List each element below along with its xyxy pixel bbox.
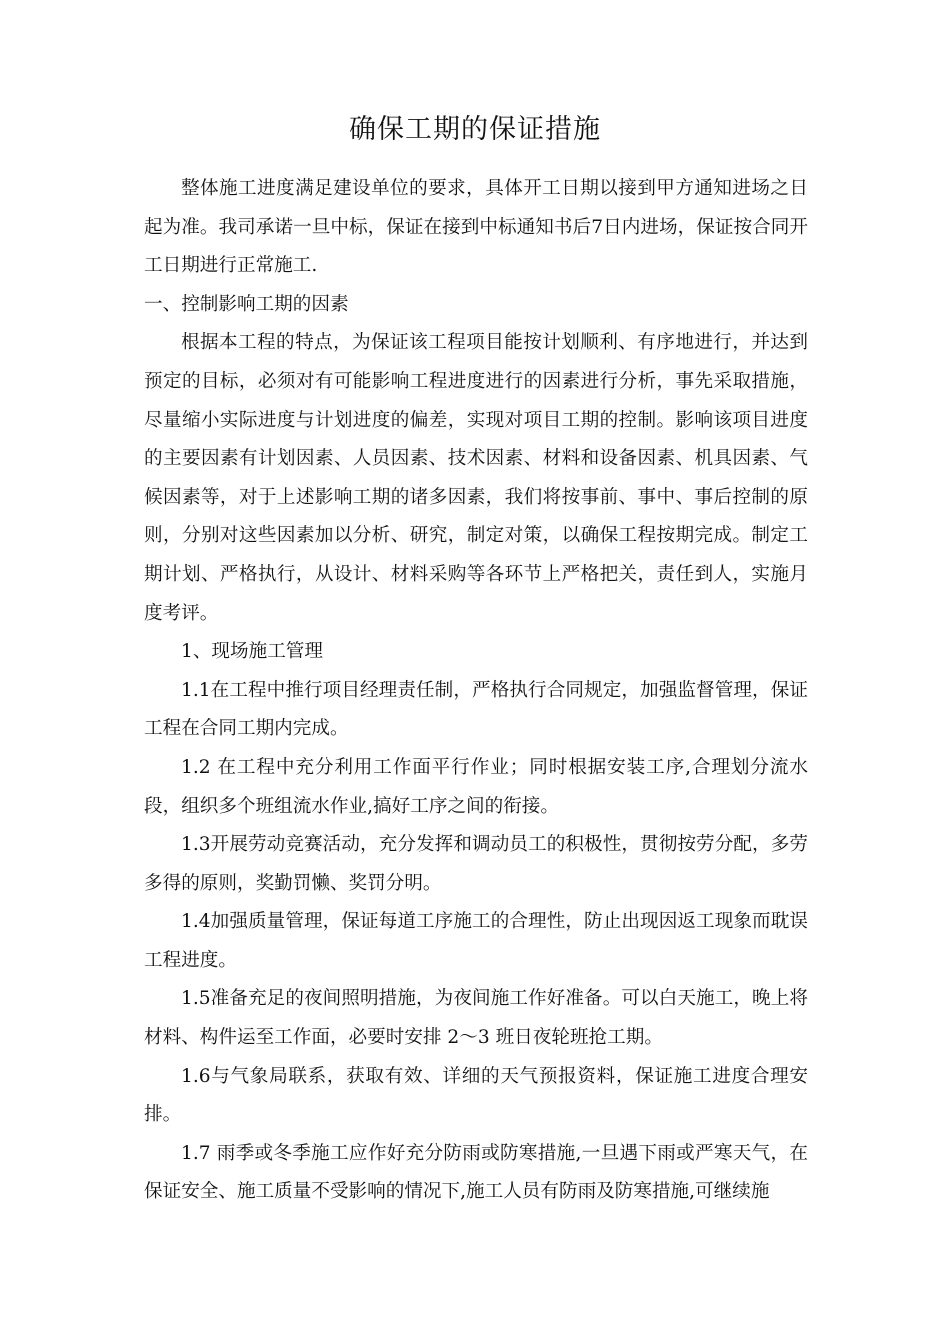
item-1-6-paragraph: 1.6与气象局联系，获取有效、详细的天气预报资料，保证施工进度合理安排。: [144, 1065, 808, 1126]
item-1-1-paragraph: 1.1在工程中推行项目经理责任制，严格执行合同规定，加强监督管理，保证工程在合同工期内完成。: [144, 679, 808, 740]
intro-paragraph: 整体施工进度满足建设单位的要求，具体开工日期以接到甲方通知进场之日起为准。我司承诺一旦中标，保证在接到中标通知书后7日内进场，保证按合同开工日期进行正常施工.: [144, 178, 808, 277]
document-title: 确保工期的保证措施: [349, 114, 601, 145]
section-heading-factors: 一、控制影响工期的因素: [144, 293, 349, 315]
item-1-5-paragraph: 1.5准备充足的夜间照明措施，为夜间施工作好准备。可以白天施工，晚上将材料、构件运至工作面，必要时安排 2～3 班日夜轮班抢工期。: [144, 988, 808, 1049]
factors-paragraph: 根据本工程的特点，为保证该工程项目能按计划顺利、有序地进行，并达到预定的目标，必须对有可能影响工程进度进行的因素进行分析，事先采取措施，尽量缩小实际进度与计划进度的偏差，实现对项目工期的控制。影响该项目进度的主要因素有计划因素、人员因素、技术因素、材料和设备因素、机具因素、气候因素等，对于上述影响工期的诸多因素，我们将按事前、事中、事后控制的原则，分别对这些因素加以分析、研究，制定对策，以确保工程按期完成。制定工期计划、严格执行，从设计、材料采购等各环节上严格把关，责任到人，实施月度考评。: [144, 332, 808, 624]
item-1-4-paragraph: 1.4加强质量管理，保证每道工序施工的合理性，防止出现因返工现象而耽误工程进度。: [144, 911, 808, 971]
item-1-7-paragraph: 1.7 雨季或冬季施工应作好充分防雨或防寒措施,一旦遇下雨或严寒天气，在保证安全、施工质量不受影响的情况下,施工人员有防雨及防寒措施,可继续施: [144, 1142, 808, 1203]
subsection-heading-site-management: 1、现场施工管理: [181, 641, 323, 663]
document-body: [144, 170, 808, 1212]
item-1-2-paragraph: 1.2 在工程中充分利用工作面平行作业；同时根据安装工序,合理划分流水段，组织多个班组流水作业,搞好工序之间的衔接。: [144, 756, 808, 817]
item-1-3-paragraph: 1.3开展劳动竞赛活动，充分发挥和调动员工的积极性，贯彻按劳分配，多劳多得的原则，奖勤罚懒、奖罚分明。: [144, 834, 808, 894]
